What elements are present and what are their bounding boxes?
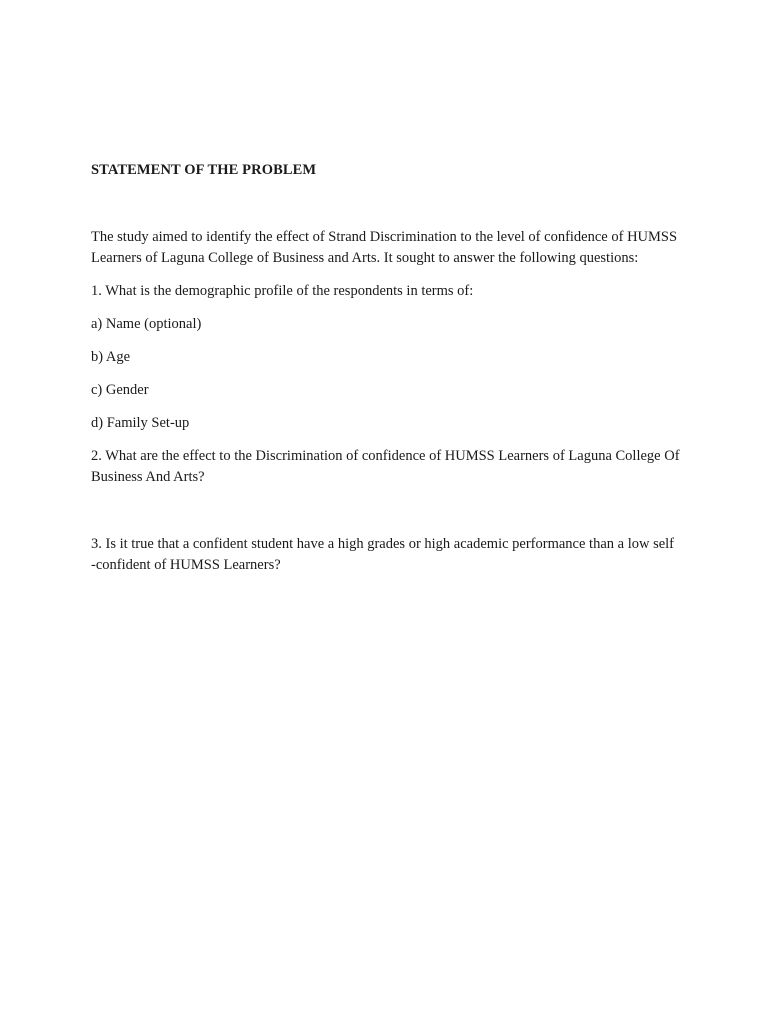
document-body	[91, 160, 681, 576]
option-family-setup: d) Family Set-up	[91, 415, 190, 431]
question-1: 1. What is the demographic profile of the respondents in terms of:	[91, 283, 474, 299]
option-age: b) Age	[91, 349, 131, 365]
option-gender: c) Gender	[91, 382, 149, 398]
section-heading: STATEMENT OF THE PROBLEM	[91, 162, 317, 178]
intro-paragraph: The study aimed to identify the effect of Strand Discrimination to the level of confidence of HUMSS Learners of Laguna College of Business and Arts. It sought to answer the following questions:	[91, 229, 678, 266]
question-2: 2. What are the effect to the Discrimination of confidence of HUMSS Learners of Laguna College Of Business And Arts?	[91, 448, 680, 485]
question-3: 3. Is it true that a confident student have a high grades or high academic performance than a low self -confident of HUMSS Learners?	[91, 536, 675, 573]
option-name: a) Name (optional)	[91, 316, 202, 332]
